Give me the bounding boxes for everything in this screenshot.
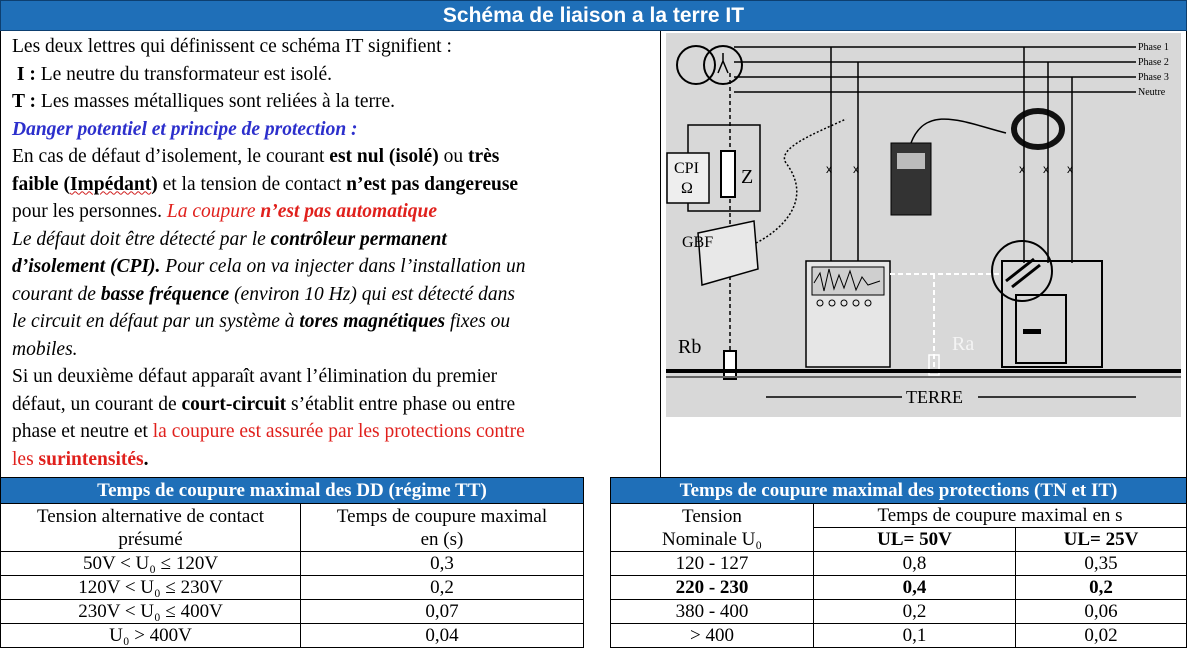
ra-label: Ra [952,333,975,355]
text-line: le circuit en défaut par un système à tores magnétiques fixes ou [12,311,511,332]
cpi-label: CPI [674,160,699,177]
table-cell: 0,3 [301,552,584,576]
z-label: Z [741,166,754,188]
column-divider [660,31,661,477]
column-header-ul50: UL= 50V [814,528,1016,552]
rb-resistor [724,351,736,379]
text-line: pour les personnes. La coupure n’est pas automatique [12,201,438,222]
table-title: Temps de coupure maximal des protections (TN et IT) [611,478,1187,504]
table-cell: 0,02 [1016,624,1187,648]
table-cell: 380 - 400 [611,600,814,624]
text-line: faible (Impédant) et la tension de contact n’est pas dangereuse [12,173,519,195]
table-title: Temps de coupure maximal des DD (régime TT) [1,478,584,504]
column-header-ul25: UL= 25V [1016,528,1187,552]
table-gap [584,477,610,665]
table-cell: 120 - 127 [611,552,814,576]
text-line: Le défaut doit être détecté par le contrôleur permanent [12,228,447,250]
text-line: d’isolement (CPI). Pour cela on va injecter dans l’installation un [12,256,526,277]
text-line: les surintensités. [12,448,149,470]
page-title: Schéma de liaison a la terre IT [0,0,1187,31]
definition-t: T : Les masses métalliques sont reliées à la terre. [12,91,396,112]
table-cell: 0,06 [1016,600,1187,624]
table-cell: U₀ > 400V [1,624,301,648]
text-line: phase et neutre et la coupure est assurée par les protections contre [12,421,525,442]
table-cell: 0,35 [1016,552,1187,576]
column-header: Tension alternative de contact présumé [1,504,301,552]
text-line: mobiles. [12,338,78,360]
danger-heading: Danger potentiel et principe de protection : [12,118,358,140]
definition-i: I : Le neutre du transformateur est isolé. [16,63,333,85]
table-cell: 50V < U₀ ≤ 120V [1,552,301,576]
table-cell: 0,1 [814,624,1016,648]
svg-text:x: x [853,162,859,176]
table-cell: 230V < U₀ ≤ 400V [1,600,301,624]
explanation-text [12,33,652,473]
ohm-label: Ω [681,180,693,197]
intro-line: Les deux lettres qui définissent ce schéma IT signifient : [12,36,452,57]
neutre-label: Neutre [1138,87,1166,98]
phase1-label: Phase 1 [1138,42,1169,53]
table-cell: > 400 [611,624,814,648]
column-header: Temps de coupure maximal en (s) [301,504,584,552]
it-scheme-diagram [666,33,1181,417]
text-line: Si un deuxième défaut apparaît avant l’élimination du premier [12,366,498,387]
svg-text:x: x [1019,162,1025,176]
table-cell: 220 - 230 [611,576,814,600]
table-cell: 0,4 [814,576,1016,600]
table-cell: 0,8 [814,552,1016,576]
table-cell: 0,07 [301,600,584,624]
table-cell: 0,04 [301,624,584,648]
svg-text:x: x [1067,162,1073,176]
svg-text:x: x [1043,162,1049,176]
dd-cutoff-table [0,477,584,648]
text-line: courant de basse fréquence (environ 10 Hz) qui est détecté dans [12,283,515,305]
tn-it-cutoff-table [610,477,1187,648]
table-cell: 0,2 [1016,576,1187,600]
column-header: Temps de coupure maximal en s [814,504,1187,528]
text-line: défaut, un courant de court-circuit s’établit entre phase ou entre [12,393,516,415]
table-cell: 0,2 [814,600,1016,624]
terre-label: TERRE [906,387,963,407]
phase2-label: Phase 2 [1138,57,1169,68]
text-line: En cas de défaut d’isolement, le courant est nul (isolé) ou très [12,146,500,167]
svg-text:x: x [826,162,832,176]
table-cell: 0,2 [301,576,584,600]
rb-label: Rb [678,336,702,358]
gbf-label: GBF [682,234,714,251]
phase3-label: Phase 3 [1138,72,1169,83]
impedance-z [721,151,735,197]
table-cell: 120V < U₀ ≤ 230V [1,576,301,600]
column-header: Tension Nominale U₀ [611,504,814,552]
